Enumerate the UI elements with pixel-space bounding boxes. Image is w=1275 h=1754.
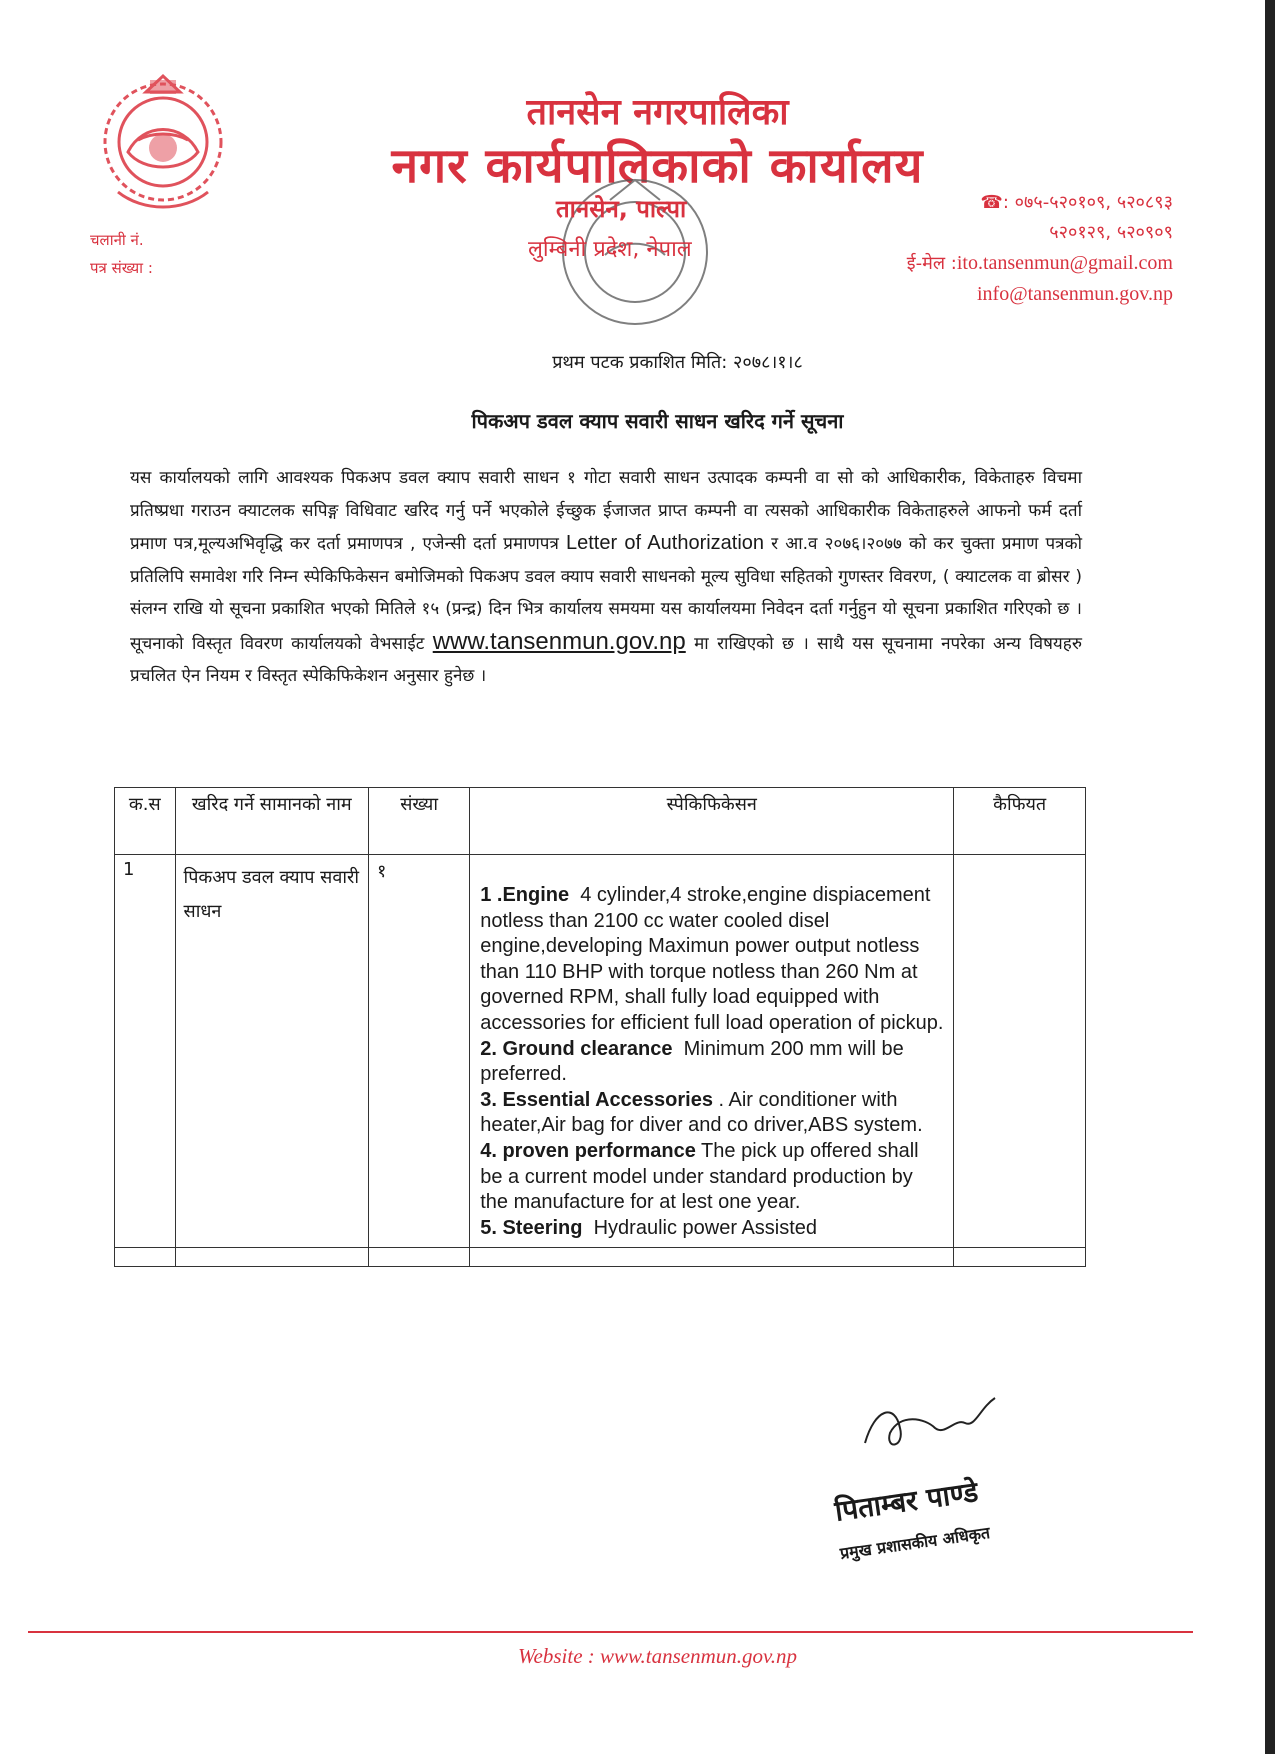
handwritten-signature: [855, 1388, 1005, 1458]
header-serial: क.स: [115, 788, 176, 855]
letter-of-authorization: Letter of Authorization: [566, 532, 765, 554]
spec-item: 3. Essential Accessories . Air conditioner with heater,Air bag for diver and co driver,ABS system.: [480, 1088, 923, 1137]
table-header-row: [115, 788, 1086, 855]
phone-line-2: ५२०१२९, ५२०९०९: [1049, 222, 1173, 243]
email-secondary[interactable]: info@tansenmun.gov.np: [977, 283, 1173, 305]
paragraph-part-2: र आ.व २०७६।२०७७ को कर चुक्ता प्रमाण पत्रको प्रतिलिपि समावेश गरि निम्न स्पेकिफिकेसन बमोजिमको पिकअप डवल क्याप सवारी साधनको मूल्य सुविधा सहितको गुणस्तर विवरण, ( क्याटलक वा ब्रोसर ) संलग्न राखि यो सूचना प्रकाशित भएको मितिले १५ (प्रन्द्र) दिन भित्र कार्यालय समयमा यस कार्यालयमा निवेदन दर्ता गर्नुहुन यो सूचना प्रकाशित गरिएको छ । सूचनाको विस्तृत विवरण कार्यालयको वेभसाईट: [130, 534, 1083, 654]
spec-item: 5. Steering Hydraulic power Assisted: [480, 1216, 818, 1239]
letter-number-label: पत्र संख्या :: [90, 259, 153, 277]
header-remarks: कैफियत: [954, 788, 1086, 855]
office-name: नगर कार्यपालिकाको कार्यालय: [391, 138, 924, 194]
spec-item: 4. proven performance The pick up offered shall be a current model under standard production by the manufacture for at lest one year.: [480, 1139, 919, 1214]
notice-paragraph: [130, 462, 1082, 693]
contact-block: [907, 188, 1173, 309]
email-line-1: [907, 248, 1173, 279]
table-row: [115, 1248, 1086, 1267]
table-row: [115, 855, 1086, 1248]
header-specification: स्पेकिफिकेसन: [470, 788, 954, 855]
dispatch-number-label: चलानी नं.: [90, 231, 144, 249]
email-primary[interactable]: ito.tansenmun@gmail.com: [956, 252, 1173, 274]
footer-divider: [28, 1631, 1193, 1633]
cell-serial: 1: [115, 855, 176, 1248]
publish-date: प्रथम पटक प्रकाशित मिति: २०७८।१।८: [552, 352, 803, 373]
signatory-title: प्रमुख प्रशासकीय अधिकृत: [838, 1523, 992, 1563]
office-location: तानसेन, पाल्पा: [556, 195, 687, 223]
specification-table: [114, 787, 1086, 1267]
spec-item: 1 .Engine 4 cylinder,4 stroke,engine dispiacement notless than 2100 cc water cooled disel engine,developing Maximun power output notless than 110 BHP with torque notless than 260 Nm at governed RPM, shall fully load equipped with accessories for efficient full load operation of pickup.: [480, 884, 944, 1034]
office-province: लुम्बिनी प्रदेश, नेपाल: [528, 237, 692, 262]
website-link[interactable]: www.tansenmun.gov.np: [432, 627, 686, 655]
telephone-icon: ☎: [980, 192, 1003, 213]
reference-labels: [90, 226, 153, 282]
email-label: ई-मेल :: [906, 253, 957, 274]
phone-line-1: ☎: ०७५-५२०१०९, ५२०८९३: [907, 188, 1173, 218]
paragraph-part-1: यस कार्यालयको लागि आवश्यक पिकअप डवल क्याप सवारी साधन १ गोटा सवारी साधन उत्पादक कम्पनी वा सो को आधिकारीक, विकेताहरु विचमा प्रतिष्प्रधा गराउन क्याटलक सपिङ्ग विधिवाट खरिद गर्नु पर्ने भएकोले ईच्छुक ईजाजत प्राप्त कम्पनी वा त्यसको आधिकारीक विकेताहरुले आफनो फर्म दर्ता प्रमाण पत्र,मूल्यअभिवृद्धि कर दर्ता प्रमाणपत्र , एजेन्सी दर्ता प्रमाणपत्र: [130, 468, 1082, 554]
cell-item-name: पिकअप डवल क्याप सवारी साधन: [175, 855, 369, 1248]
municipality-name: तानसेन नगरपालिका: [526, 92, 789, 133]
cell-remarks: [954, 855, 1086, 1248]
scan-edge: [1265, 0, 1275, 1754]
header-quantity: संख्या: [369, 788, 470, 855]
signatory-name: पिताम्बर पाण्डे: [832, 1475, 981, 1528]
footer-website[interactable]: Website : www.tansenmun.gov.np: [517, 1644, 797, 1668]
cell-quantity: १: [369, 855, 470, 1248]
header-item-name: खरिद गर्ने सामानको नाम: [175, 788, 369, 855]
notice-title: पिकअप डवल क्याप सवारी साधन खरिद गर्ने सूचना: [471, 409, 844, 433]
spec-item: 2. Ground clearance Minimum 200 mm will be preferred.: [480, 1037, 904, 1086]
paragraph-part-3: मा राखिएको छ । साथै यस सूचनामा नपरेका अन्य विषयहरु प्रचलित ऐन नियम र विस्तृत स्पेकिफिकेशन अनुसार हुनेछ ।: [130, 633, 1082, 686]
cell-specification: [470, 855, 954, 1248]
